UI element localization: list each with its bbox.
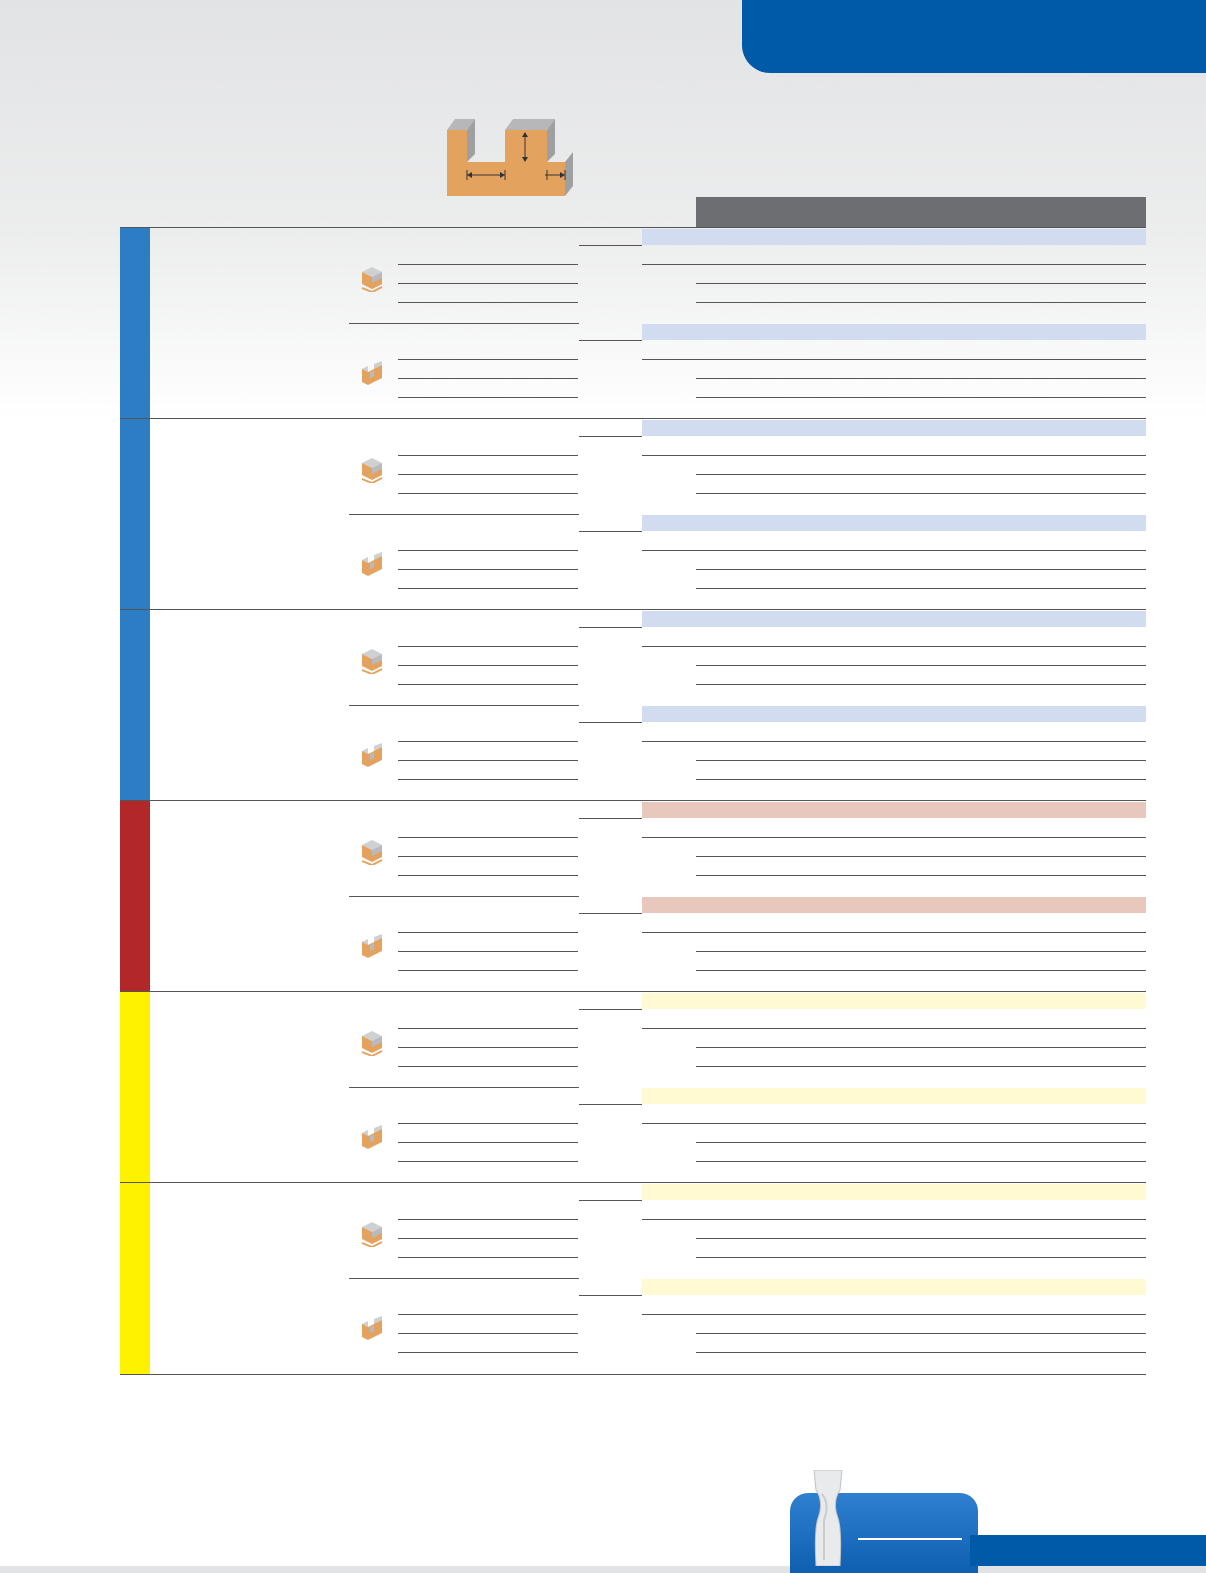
divider-line (579, 436, 642, 437)
band-row (642, 420, 1146, 436)
divider-line (579, 1200, 642, 1201)
row-line (696, 1352, 1146, 1353)
data-table (120, 227, 1146, 1375)
row-line (696, 283, 1146, 284)
row-line (642, 1314, 1146, 1315)
cube-slot-icon (358, 1123, 386, 1151)
table-subgroup (120, 705, 1146, 800)
row-line (696, 760, 1146, 761)
row-line (696, 665, 1146, 666)
divider-line (349, 1278, 579, 1279)
row-line (696, 684, 1146, 685)
row-line (398, 1066, 578, 1067)
row-line (696, 1161, 1146, 1162)
row-line (642, 1028, 1146, 1029)
divider-line (579, 913, 642, 914)
row-line (398, 1333, 578, 1334)
cube-corner-icon (358, 455, 386, 483)
divider-line (349, 514, 579, 515)
row-line (398, 1352, 578, 1353)
row-line (398, 302, 578, 303)
divider-line (579, 1009, 642, 1010)
row-line (398, 569, 578, 570)
row-line (696, 951, 1146, 952)
end-mill-icon (810, 1470, 846, 1566)
cube-corner-icon (358, 1028, 386, 1056)
divider-line (579, 818, 642, 819)
row-line (398, 970, 578, 971)
band-row (642, 1279, 1146, 1295)
divider-line (579, 531, 642, 532)
divider-line (579, 340, 642, 341)
table-subgroup (120, 323, 1146, 418)
row-line (642, 359, 1146, 360)
bottom-strip (970, 1535, 1206, 1566)
band-row (642, 1184, 1146, 1200)
row-line (696, 970, 1146, 971)
row-line (398, 588, 578, 589)
band-row (642, 611, 1146, 627)
row-line (398, 1314, 578, 1315)
row-line (696, 1066, 1146, 1067)
band-row (642, 229, 1146, 245)
row-line (398, 378, 578, 379)
cube-slot-icon (358, 359, 386, 387)
table-group (120, 800, 1146, 991)
row-line (696, 779, 1146, 780)
row-line (696, 588, 1146, 589)
table-subgroup (120, 896, 1146, 991)
row-line (696, 875, 1146, 876)
top-tab (742, 0, 1206, 73)
row-line (696, 397, 1146, 398)
row-line (642, 932, 1146, 933)
row-line (398, 1161, 578, 1162)
row-line (642, 646, 1146, 647)
cube-slot-icon (358, 741, 386, 769)
table-group (120, 609, 1146, 800)
row-line (398, 951, 578, 952)
cube-corner-icon (358, 837, 386, 865)
row-line (398, 932, 578, 933)
table-subgroup (120, 419, 1146, 514)
table-group (120, 227, 1146, 418)
row-line (398, 684, 578, 685)
table-subgroup (120, 1278, 1146, 1373)
band-row (642, 324, 1146, 340)
row-line (696, 856, 1146, 857)
table-subgroup (120, 228, 1146, 323)
table-subgroup (120, 514, 1146, 609)
row-line (398, 837, 578, 838)
row-line (696, 569, 1146, 570)
row-line (398, 779, 578, 780)
divider-line (349, 323, 579, 324)
row-line (398, 665, 578, 666)
row-line (642, 1123, 1146, 1124)
table-header-bar (696, 197, 1146, 227)
row-line (642, 1219, 1146, 1220)
row-line (642, 741, 1146, 742)
row-line (398, 359, 578, 360)
band-row (642, 802, 1146, 818)
row-line (398, 455, 578, 456)
table-group (120, 418, 1146, 609)
row-line (398, 493, 578, 494)
row-line (398, 1238, 578, 1239)
table-group (120, 991, 1146, 1182)
divider-line (349, 1087, 579, 1088)
cube-corner-icon (358, 646, 386, 674)
row-line (398, 856, 578, 857)
table-subgroup (120, 1183, 1146, 1278)
divider-line (349, 705, 579, 706)
band-row (642, 993, 1146, 1009)
row-line (696, 302, 1146, 303)
row-line (398, 760, 578, 761)
band-row (642, 1088, 1146, 1104)
row-line (398, 1028, 578, 1029)
row-line (398, 1123, 578, 1124)
row-line (642, 837, 1146, 838)
slot-profile-icon (443, 114, 583, 200)
divider-line (349, 896, 579, 897)
row-line (398, 1257, 578, 1258)
cube-corner-icon (358, 1219, 386, 1247)
row-line (696, 1238, 1146, 1239)
divider-line (579, 245, 642, 246)
row-line (398, 1142, 578, 1143)
bottom-tab-label (860, 1520, 950, 1532)
table-subgroup (120, 610, 1146, 705)
table-subgroup (120, 801, 1146, 896)
band-row (642, 706, 1146, 722)
row-line (398, 397, 578, 398)
row-line (398, 283, 578, 284)
divider-line (579, 1104, 642, 1105)
row-line (696, 378, 1146, 379)
row-line (642, 264, 1146, 265)
band-row (642, 515, 1146, 531)
row-line (398, 875, 578, 876)
row-line (696, 1333, 1146, 1334)
divider-line (579, 1295, 642, 1296)
row-line (642, 455, 1146, 456)
bottom-tab-underline (858, 1538, 962, 1540)
row-line (398, 550, 578, 551)
divider-line (579, 722, 642, 723)
row-line (398, 264, 578, 265)
row-line (398, 1219, 578, 1220)
divider-line (579, 627, 642, 628)
row-line (398, 474, 578, 475)
cube-corner-icon (358, 264, 386, 292)
row-line (642, 550, 1146, 551)
band-row (642, 897, 1146, 913)
cube-slot-icon (358, 932, 386, 960)
row-line (696, 1047, 1146, 1048)
table-group (120, 1182, 1146, 1375)
table-subgroup (120, 1087, 1146, 1182)
row-line (398, 741, 578, 742)
row-line (696, 493, 1146, 494)
row-line (398, 646, 578, 647)
row-line (696, 1257, 1146, 1258)
table-subgroup (120, 992, 1146, 1087)
row-line (696, 474, 1146, 475)
row-line (398, 1047, 578, 1048)
cube-slot-icon (358, 550, 386, 578)
row-line (696, 1142, 1146, 1143)
cube-slot-icon (358, 1314, 386, 1342)
